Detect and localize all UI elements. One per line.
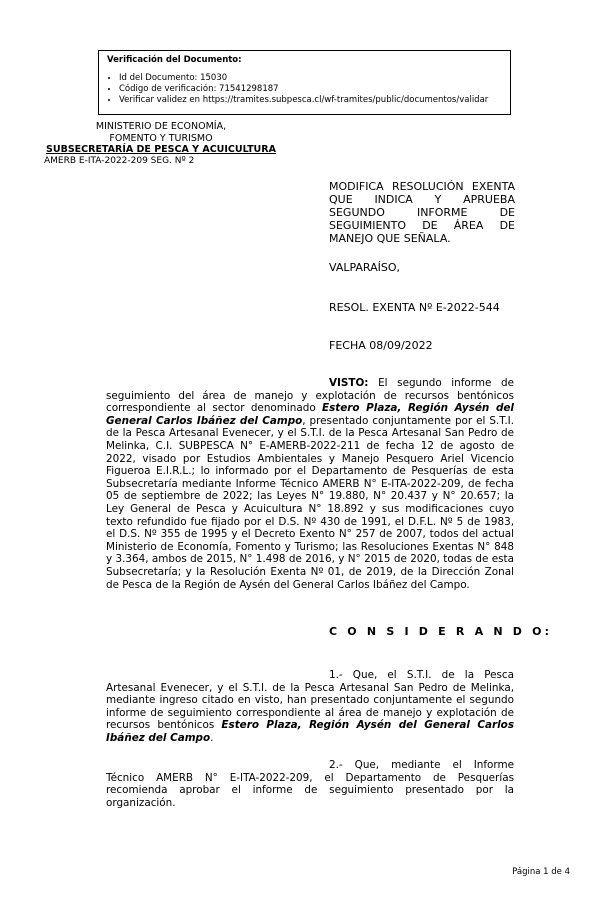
resolution-date: FECHA 08/09/2022 bbox=[329, 339, 433, 352]
considerando-1-area-name: Estero Plaza, Región Aysén del General Carlos Ibáñez del Campo bbox=[106, 719, 515, 744]
subsecretaria-name: SUBSECRETARÍA DE PESCA Y ACUICULTURA bbox=[46, 144, 276, 155]
considerando-2-text: 2.- Que, mediante el Informe Técnico AMERB N° E-ITA-2022-209, el Departamento de Pesquerías recomienda aprobar el informe de seguimiento presentado por la organización. bbox=[106, 759, 514, 809]
verification-list bbox=[107, 73, 502, 106]
considerando-paragraph-2 bbox=[106, 759, 514, 809]
institution-header bbox=[36, 121, 286, 156]
visto-paragraph bbox=[106, 377, 514, 591]
visto-area-name: Estero Plaza, Región Aysén del General Carlos Ibáñez del Campo bbox=[106, 402, 514, 427]
document-id: • Id del Documento: 15030 bbox=[119, 73, 502, 84]
considerando-1-text: 1.- Que, el S.T.I. de la Pesca Artesanal Evenecer, y el S.T.I. de la Pesca Artesanal San Pedro de Melinka, mediante ingreso citado en visto, han presentado conjuntamente el segundo informe de seguimiento correspondiente al área de manejo y explotación de recursos bentónicos bbox=[106, 669, 514, 732]
visto-label: VISTO: bbox=[329, 377, 369, 389]
visto-text-2: , presentado conjuntamente por el S.T.I. de la Pesca Artesanal Evenecer, y el S.T.I. de la Pesca Artesanal San Pedro de Melinka, C.I. SUBPESCA N° E-AMERB-2022-211 de fecha 12 de agosto de 2022, visado por Estudios Ambientales y Manejo Pesquero Ariel Vicencio Figueroa E.I.R.L.; lo informado por el Departamento de Pesquerías de esta Subsecretaría mediante Informe Técnico AMERB N° E-ITA-2022-209, de fecha 05 de septiembre de 2022; las Leyes N° 19.880, N° 20.437 y N° 20.657; la Ley General de Pesca y Acuicultura N° 18.892 y sus modificaciones cuyo texto refundido fue fijado por el D.S. Nº 430 de 1991, el D.F.L. Nº 5 de 1983, el D.S. Nº 355 de 1995 y el Decreto Exento N° 257 de 2007, todos del actual Ministerio de Economía, Fomento y Turismo; las Resoluciones Exentas N° 848 y 3.364, ambos de 2015, N° 1.498 de 2016, y N° 2015 de 2020, todas de esta Subsecretaría; y la Resolución Exenta Nº 01, de 2019, de la Dirección Zonal de Pesca de la Región de Aysén del General Carlos Ibáñez del Campo. bbox=[106, 414, 515, 591]
considerando-heading: C O N S I D E R A N D O: bbox=[329, 625, 553, 638]
city: VALPARAÍSO, bbox=[329, 261, 401, 274]
verification-code: • Código de verificación: 71541298187 bbox=[119, 84, 502, 95]
document-reference: AMERB E-ITA-2022-209 SEG. Nº 2 bbox=[44, 156, 195, 166]
visto-text-1: El segundo informe de seguimiento del área de manejo y explotación de recursos bentónicos correspondiente al sector denominado bbox=[106, 377, 514, 415]
ministry-name-line2: FOMENTO Y TURISMO bbox=[109, 132, 213, 144]
verification-title: Verificación del Documento: bbox=[107, 55, 242, 65]
considerando-paragraph-1 bbox=[106, 669, 514, 745]
ministry-name: MINISTERIO DE ECONOMÍA, bbox=[95, 121, 227, 132]
resolution-number: RESOL. EXENTA Nº E-2022-544 bbox=[329, 301, 500, 314]
verification-url[interactable]: • Verificar validez en https://tramites.subpesca.cl/wf-tramites/public/documentos/validar bbox=[119, 95, 502, 106]
considerando-1-end: . bbox=[210, 731, 214, 744]
page-number: Página 1 de 4 bbox=[512, 867, 570, 877]
verification-box bbox=[98, 50, 511, 115]
resolution-subject: MODIFICA RESOLUCIÓN EXENTA QUE INDICA Y APRUEBA SEGUNDO INFORME DE SEGUIMIENTO DE ÁREA DE MANEJO QUE SEÑALA. bbox=[329, 180, 515, 245]
